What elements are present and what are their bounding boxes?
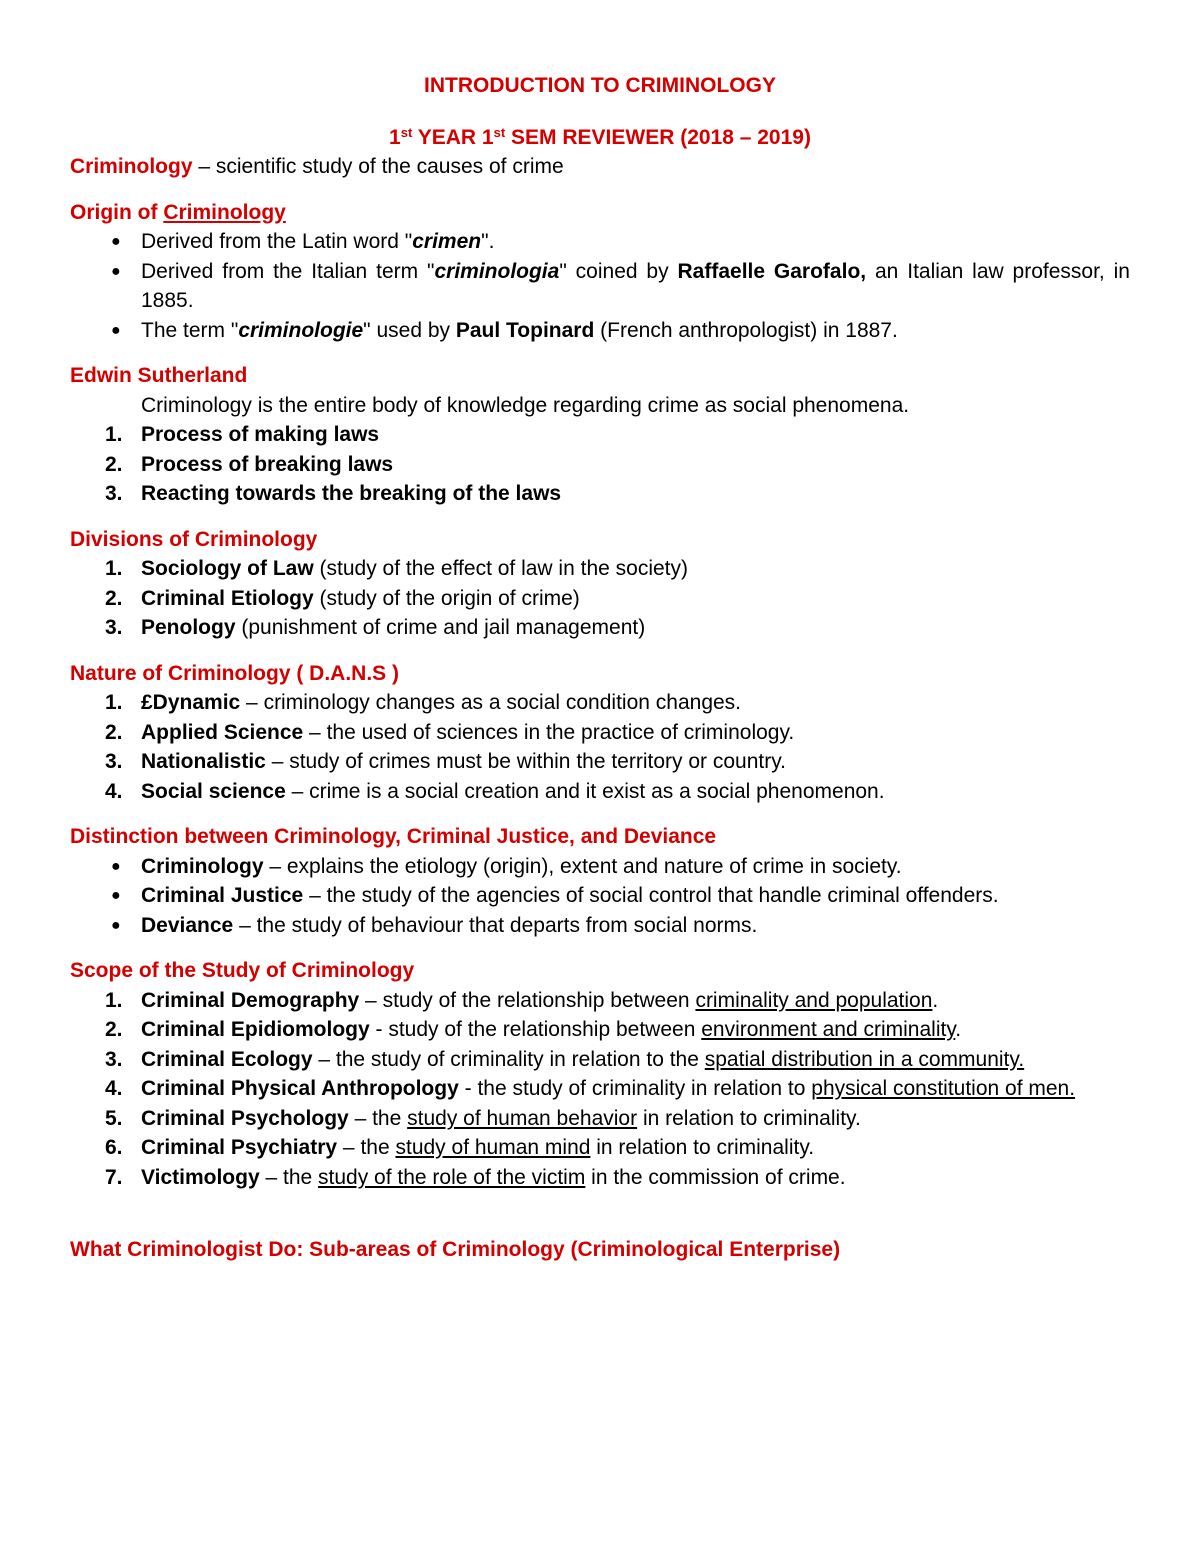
list-item: 3. Penology (punishment of crime and jail management) (105, 616, 646, 639)
list-item: 4. Social science – crime is a social creation and it exist as a social phenomenon. (105, 779, 885, 803)
list-item: ● Derived from the Latin word "crimen". (70, 227, 1130, 257)
list-item: ● The term "criminologie" used by Paul Topinard (French anthropologist) in 1887. (70, 316, 1130, 346)
list-item: 6. Criminal Psychiatry – the study of human mind in relation to criminality. (105, 1136, 815, 1159)
list-item: 3. Reacting towards the breaking of the laws (105, 482, 562, 505)
distinction-list (70, 852, 1130, 941)
list-item: 2. Criminal Etiology (study of the origin of crime) (105, 586, 580, 610)
sub-areas-heading: What Criminologist Do: Sub-areas of Criminology (Criminological Enterprise) (70, 1238, 841, 1261)
divisions-list (70, 554, 1130, 643)
origin-heading: Origin of Criminology (70, 200, 286, 224)
scope-list (70, 986, 1130, 1193)
list-item: 1. Sociology of Law (study of the effect of law in the society) (105, 557, 688, 580)
list-item: ● Deviance – the study of behaviour that departs from social norms. (70, 911, 1130, 941)
list-item: 5. Criminal Psychology – the study of human behavior in relation to criminality. (105, 1106, 861, 1130)
list-item: ● Derived from the Italian term "criminologia" coined by Raffaelle Garofalo, an Italian law professor, in 1885. (70, 257, 1130, 316)
divisions-heading: Divisions of Criminology (70, 527, 318, 551)
list-item: 3. Nationalistic – study of crimes must be within the territory or country. (105, 750, 787, 773)
scope-heading: Scope of the Study of Criminology (70, 959, 415, 982)
list-item: 7. Victimology – the study of the role of the victim in the commission of crime. (105, 1165, 846, 1189)
definition-term: Criminology (70, 155, 193, 178)
bullet-dot-icon: ● (111, 321, 121, 339)
bullet-dot-icon: ● (111, 916, 121, 934)
nature-list (70, 688, 1130, 806)
list-item: 3. Criminal Ecology – the study of criminality in relation to the spatial distribution in a community. (105, 1047, 1025, 1071)
list-item: 1. £Dynamic – criminology changes as a social condition changes. (105, 691, 742, 714)
definition-text: – scientific study of the causes of crime (192, 155, 564, 178)
document-title: INTRODUCTION TO CRIMINOLOGY (424, 74, 776, 97)
criminology-definition (70, 152, 1130, 182)
list-item: 2. Applied Science – the used of sciences in the practice of criminology. (105, 720, 795, 744)
list-item: 2. Criminal Epidiomology - study of the relationship between environment and criminality. (105, 1018, 962, 1041)
sutherland-heading: Edwin Sutherland (70, 364, 248, 387)
list-item: 2. Process of breaking laws (105, 452, 394, 476)
nature-heading: Nature of Criminology ( D.A.N.S ) (70, 661, 400, 685)
document-subtitle: 1st YEAR 1st SEM REVIEWER (2018 – 2019) (389, 124, 811, 149)
list-item: ● Criminal Justice – the study of the agencies of social control that handle criminal offenders. (70, 881, 1130, 911)
list-item: 1. Process of making laws (105, 423, 380, 446)
sutherland-list (70, 420, 1130, 509)
bullet-dot-icon: ● (111, 233, 121, 250)
bullet-dot-icon: ● (111, 262, 121, 280)
list-item: 4. Criminal Physical Anthropology - the study of criminality in relation to physical constitution of men. (105, 1077, 1076, 1100)
distinction-heading: Distinction between Criminology, Criminal Justice, and Deviance (70, 825, 717, 848)
sutherland-text: Criminology is the entire body of knowledge regarding crime as social phenomena. (141, 393, 910, 417)
origin-list (70, 227, 1130, 345)
bullet-dot-icon: ● (111, 887, 121, 904)
list-item: ● Criminology – explains the etiology (origin), extent and nature of crime in society. (70, 852, 1130, 882)
list-item: 1. Criminal Demography – study of the relationship between criminality and population. (105, 988, 939, 1012)
bullet-dot-icon: ● (111, 857, 121, 875)
